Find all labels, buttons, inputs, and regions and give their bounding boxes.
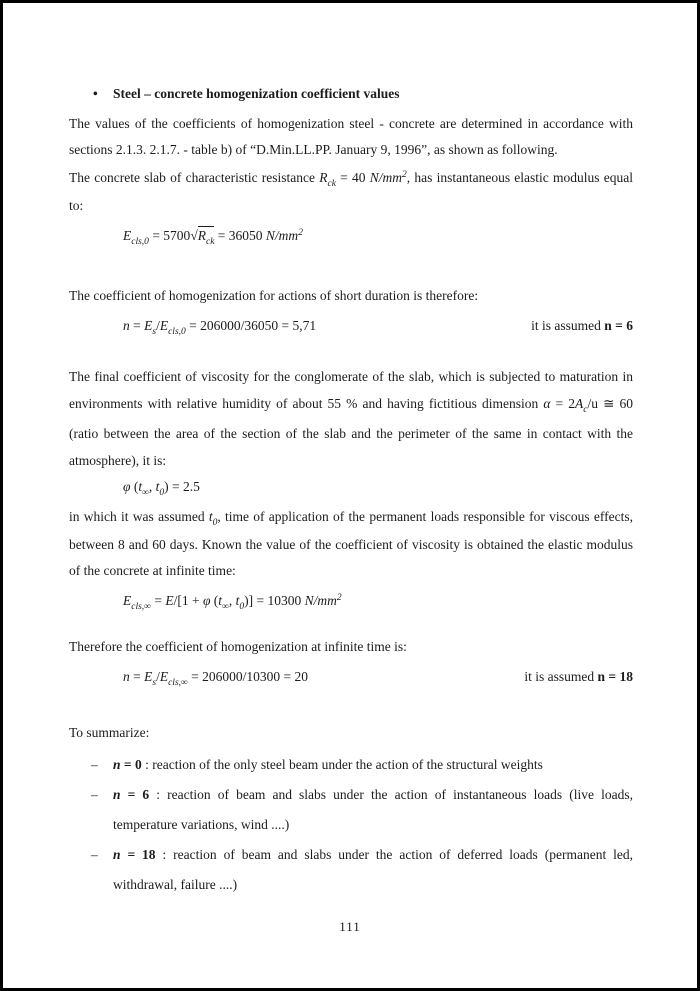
- math-rck-sub: ck: [327, 178, 336, 189]
- formula-n-short-expr: [123, 313, 316, 341]
- n-value: = 18: [120, 847, 156, 862]
- assumed-note: [524, 664, 633, 690]
- para-t0-text: in which it was assumed: [69, 509, 209, 524]
- math-rest: = 206000/36050 = 5,71: [185, 318, 317, 333]
- math-ecls: E: [159, 669, 169, 684]
- math-unit-exp: 2: [298, 228, 303, 238]
- math-t-inf-sub: ∞: [222, 601, 229, 612]
- n-value: = 0: [120, 757, 142, 772]
- assumed-note: [531, 313, 633, 339]
- math-t0-sub: 0: [239, 601, 245, 612]
- math-n: n: [123, 318, 130, 333]
- math-n: n: [113, 757, 121, 772]
- assumed-note-text: it is assumed: [531, 318, 605, 333]
- math-open: (: [210, 593, 219, 608]
- formula-ecls0: [123, 221, 633, 253]
- formula-n-infinite: [123, 664, 633, 692]
- para-slab: [69, 165, 633, 219]
- math-n: n: [123, 669, 130, 684]
- para-viscosity-end: /u ≅ 60 (ratio between the area of the section of the slab and the perimeter of the same in contact with the atmosphere), it is:: [69, 396, 633, 468]
- math-t-inf: t: [138, 479, 143, 494]
- math-unit: N/mm: [304, 593, 337, 608]
- math-e2: E: [165, 593, 174, 608]
- item-description: : reaction of beam and slabs under the action of instantaneous loads (live loads, temperature variations, wind ....): [113, 787, 633, 832]
- math-t-inf: t: [218, 593, 223, 608]
- math-unit-exp: 2: [336, 593, 342, 603]
- math-e: E: [123, 593, 132, 608]
- radical-icon: √: [190, 228, 198, 243]
- formula-ecls-infinite: [123, 586, 633, 618]
- section-heading: [93, 81, 633, 107]
- math-e-sub: cls,0: [131, 236, 149, 247]
- item-description: : reaction of the only steel beam under the action of the structural weights: [141, 757, 543, 772]
- formula-phi: [123, 474, 633, 502]
- n-label: [113, 787, 149, 802]
- math-r: R: [197, 228, 206, 243]
- summary-intro: To summarize:: [69, 725, 150, 740]
- para-infinite-time: Therefore the coefficient of homogenization at infinite time is:: [69, 639, 407, 654]
- summary-list: [69, 750, 633, 900]
- math-slash: /: [156, 318, 160, 333]
- formula-n-short: [123, 313, 633, 341]
- para-slab-after: , has instantaneous elastic modulus equal to:: [69, 170, 633, 213]
- math-t0-sub: 0: [159, 487, 165, 498]
- math-comma: ,: [148, 479, 156, 494]
- math-close: )] = 10300: [244, 593, 305, 608]
- math-open: (: [130, 479, 139, 494]
- list-item-text: [113, 840, 633, 900]
- n-label: [113, 847, 156, 862]
- math-slash: /: [156, 669, 160, 684]
- list-item: [69, 780, 633, 840]
- page-number: 111: [339, 919, 361, 934]
- math-ac: A: [575, 396, 584, 411]
- math-es-sub: s: [152, 677, 157, 688]
- math-ac-sub: c: [583, 404, 588, 415]
- para-slab-mid: = 40: [335, 170, 370, 185]
- math-close: ) = 2.5: [164, 479, 200, 494]
- para-short-duration: The coefficient of homogenization for actions of short duration is therefore:: [69, 288, 479, 303]
- math-phi: φ: [123, 479, 131, 494]
- math-n: n: [113, 787, 121, 802]
- item-description: : reaction of beam and slabs under the action of deferred loads (permanent led, withdrawal, failure ....): [113, 847, 633, 892]
- math-n: n: [113, 847, 121, 862]
- assumed-note-value: n = 6: [604, 318, 633, 333]
- math-unit: N/mm: [369, 170, 403, 185]
- para-viscosity: [69, 363, 633, 474]
- assumed-note-value: n = 18: [597, 669, 633, 684]
- n-value: = 6: [120, 787, 150, 802]
- math-e: E: [123, 228, 132, 243]
- math-res: = 36050: [214, 228, 266, 243]
- formula-n-infinite-expr: [123, 664, 308, 692]
- para-intro: The values of the coefficients of homogenization steel - concrete are determined in accordance with sections 2.1.3. 2.1.7. - table b) of “D.Min.LL.PP. January 9, 1996”, as shown as following.: [69, 116, 633, 157]
- list-item-text: [113, 780, 633, 840]
- math-bracket: /[1 +: [173, 593, 203, 608]
- math-r-sub: ck: [205, 236, 215, 247]
- list-item: [69, 840, 633, 900]
- math-es: E: [144, 318, 153, 333]
- math-eq: =: [129, 669, 145, 684]
- bullet-icon: •: [93, 86, 98, 101]
- math-ecls-sub: cls,∞: [168, 677, 188, 688]
- math-t0: t: [155, 479, 160, 494]
- math-es: E: [144, 669, 153, 684]
- radical-arg: [197, 226, 215, 247]
- math-rest: = 206000/10300 = 20: [187, 669, 309, 684]
- list-item: [69, 750, 633, 780]
- dash-marker-icon: –: [91, 787, 98, 802]
- math-t0: t: [208, 509, 213, 524]
- dash-marker-icon: –: [91, 757, 98, 772]
- math-phi: φ: [202, 593, 211, 608]
- math-rck: R: [319, 170, 328, 185]
- section-heading-text: Steel – concrete homogenization coefficient values: [113, 86, 400, 101]
- para-t0-end: , time of application of the permanent loads responsible for viscous effects, between 8 and 60 days. Known the value of the coefficient of viscosity is obtained the elastic modulus of the concrete at infinite time:: [69, 509, 633, 578]
- math-ecls-sub: cls,0: [168, 326, 186, 337]
- page-content: [3, 3, 697, 900]
- math-unit: N/mm: [265, 228, 299, 243]
- math-unit-exp: 2: [402, 170, 407, 180]
- math-e-sub: cls,∞: [131, 601, 151, 612]
- math-comma: ,: [228, 593, 236, 608]
- math-eq: = 5700: [148, 228, 191, 243]
- para-viscosity-mid: = 2: [550, 396, 576, 411]
- math-eq: =: [150, 593, 166, 608]
- math-eq: =: [129, 318, 145, 333]
- math-t-inf-sub: ∞: [142, 487, 149, 498]
- math-es-sub: s: [152, 326, 157, 337]
- para-t0: [69, 504, 633, 584]
- math-t0-sub: 0: [212, 517, 218, 528]
- n-label: [113, 757, 142, 772]
- math-alpha: α: [543, 396, 551, 411]
- list-item-text: [113, 750, 633, 780]
- para-slab-text: The concrete slab of characteristic resistance: [69, 170, 320, 185]
- math-ecls: E: [159, 318, 169, 333]
- para-viscosity-text: The final coefficient of viscosity for the conglomerate of the slab, which is subjected to maturation in environments with relative humidity of about 55 % and having fictitious dimension: [69, 369, 633, 411]
- dash-marker-icon: –: [91, 847, 98, 862]
- assumed-note-text: it is assumed: [524, 669, 598, 684]
- math-t0: t: [235, 593, 240, 608]
